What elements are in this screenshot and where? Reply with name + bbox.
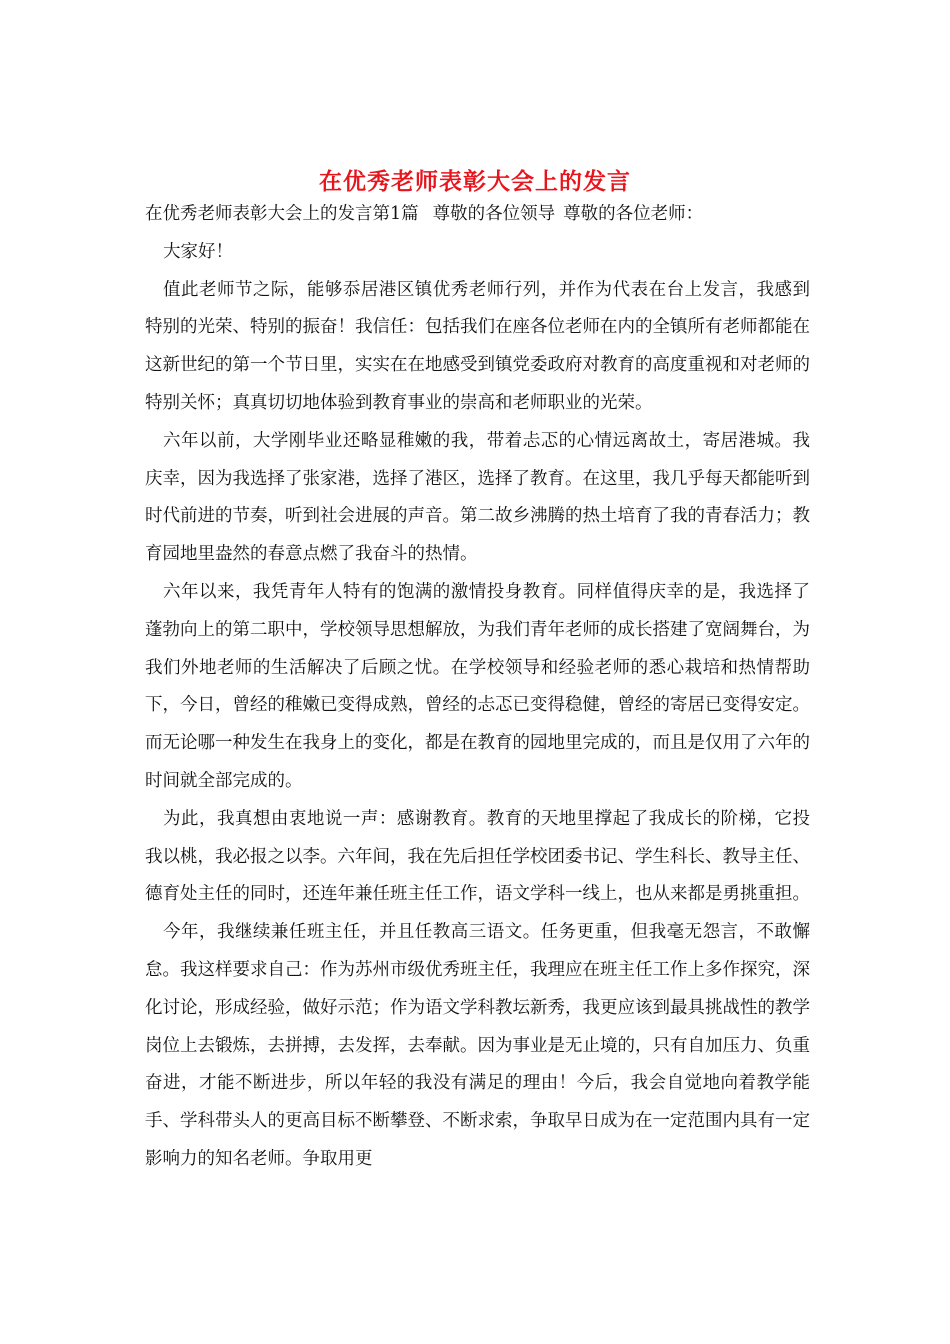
paragraph: 六年以前，大学刚毕业还略显稚嫩的我，带着忐忑的心情远离故土，寄居港城。我庆幸，因为我选择了张家港，选择了港区，选择了教育。在这里，我几乎每天都能听到时代前进的节奏，听到社会进展的声音。第二故乡沸腾的热土培育了我的青春活力；教育园地里盎然的春意点燃了我奋斗的热情。 (145, 430, 810, 565)
paragraph: 今年，我继续兼任班主任，并且任教高三语文。任务更重，但我毫无怨言，不敢懈怠。我这样要求自己：作为苏州市级优秀班主任，我理应在班主任工作上多作探究，深化讨论，形成经验，做好示范；作为语文学科教坛新秀，我更应该到最具挑战性的教学岗位上去锻炼，去拼搏，去发挥，去奉献。因为事业是无止境的，只有自加压力、负重奋进，才能不断进步，所以年轻的我没有满足的理由！今后，我会自觉地向着教学能手、学科带头人的更高目标不断攀登、不断求索，争取早日成为在一定范围内具有一定影响力的知名老师。争取用更 (145, 922, 810, 1169)
paragraph: 值此老师节之际，能够忝居港区镇优秀老师行列，并作为代表在台上发言，我感到特别的光荣、特别的振奋！我信任：包括我们在座各位老师在内的全镇所有老师都能在这新世纪的第一个节日里，实实在在地感受到镇党委政府对教育的高度重视和对老师的特别关怀；真真切切地体验到教育事业的崇高和老师职业的光荣。 (145, 279, 810, 413)
paragraph: 六年以来，我凭青年人特有的饱满的激情投身教育。同样值得庆幸的是，我选择了蓬勃向上的第二职中，学校领导思想解放，为我们青年老师的成长搭建了宽阔舞台，为我们外地老师的生活解决了后顾之忧。在学校领导和经验老师的悉心栽培和热情帮助下，今日，曾经的稚嫩已变得成熟，曾经的忐忑已变得稳健，曾经的寄居已变得安定。而无论哪一种发生在我身上的变化，都是在教育的园地里完成的，而且是仅用了六年的时间就全部完成的。 (145, 581, 810, 791)
document-body (145, 196, 810, 1179)
intro-line (145, 196, 810, 234)
paragraph-greeting: 大家好！ (163, 241, 233, 262)
paragraph: 为此，我真想由衷地说一声：感谢教育。教育的天地里撑起了我成长的阶梯，它投我以桃，我必报之以李。六年间，我在先后担任学校团委书记、学生科长、教导主任、德育处主任的同时，还连年兼任班主任工作，语文学科一线上，也从来都是勇挑重担。 (145, 808, 810, 905)
document-title: 在优秀老师表彰大会上的发言 (319, 168, 631, 196)
salutation-leaders: 尊敬的各位领导 (432, 204, 556, 224)
salutation-teachers: 尊敬的各位老师： (563, 204, 704, 224)
section-heading: 在优秀老师表彰大会上的发言第1篇 (145, 204, 419, 224)
